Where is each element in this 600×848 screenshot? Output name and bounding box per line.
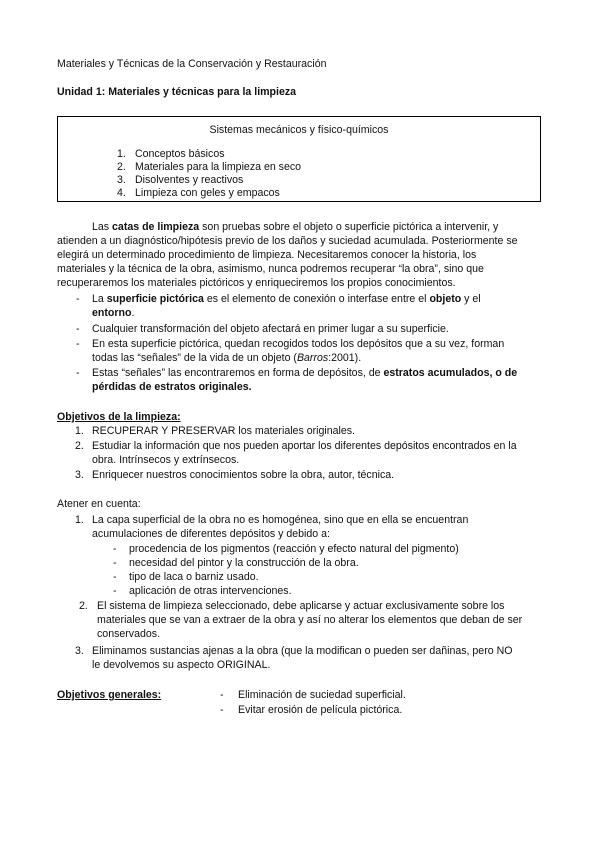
index-item-4: Limpieza con geles y empacos <box>135 187 280 199</box>
bullet-dash-4: - <box>76 367 80 379</box>
atener-num-2: 2. <box>79 600 88 612</box>
atener-1-line-1: La capa superficial de la obra no es homogénea, sino que en ella se encuentran <box>92 514 469 526</box>
bullet-dash-1: - <box>76 293 80 305</box>
atener-num-1: 1. <box>75 514 84 526</box>
objetivo-num-2: 2. <box>75 440 84 452</box>
index-item-3: Disolventes y reactivos <box>135 174 244 186</box>
objetivo-2-line-2: obra. Intrínsecos y extrínsecos. <box>92 454 240 466</box>
bullet-2: Cualquier transformación del objeto afectará en primer lugar a su superficie. <box>92 323 449 335</box>
index-item-2: Materiales para la limpieza en seco <box>135 161 302 173</box>
objetivo-1: RECUPERAR Y PRESERVAR los materiales originales. <box>92 425 355 437</box>
bullet-dash-3: - <box>76 338 80 350</box>
bullet-1-line-2: entorno. <box>92 307 135 319</box>
objetivo-num-3: 3. <box>75 469 84 481</box>
sub-dash-4: - <box>113 585 117 597</box>
atener-sub-3: tipo de laca o barniz usado. <box>129 571 259 583</box>
document-header: Materiales y Técnicas de la Conservación y Restauración <box>57 58 327 70</box>
index-item-1: Conceptos básicos <box>135 148 225 160</box>
unit-title: Unidad 1: Materiales y técnicas para la limpieza <box>57 86 297 98</box>
index-num-3: 3. <box>117 174 126 186</box>
index-num-4: 4. <box>117 187 126 199</box>
atener-num-3: 3. <box>75 645 84 657</box>
atener-heading: Atener en cuenta: <box>57 498 141 510</box>
objetivo-2-line-1: Estudiar la información que nos pueden aportar los diferentes depósitos encontrados en la <box>92 440 517 452</box>
atener-3-line-2: le devolvemos su aspecto ORIGINAL. <box>92 659 271 671</box>
atener-sub-1: procedencia de los pigmentos (reacción y efecto natural del pigmento) <box>129 543 459 555</box>
intro-line-4: materiales y la técnica de la obra, asimismo, nunca podremos recuperar “la obra”, sino que <box>57 263 484 275</box>
objetivos-limpieza-heading: Objetivos de la limpieza: <box>57 411 181 423</box>
general-dash-2: - <box>220 704 224 716</box>
atener-sub-2: necesidad del pintor y la construcción de la obra. <box>129 557 359 569</box>
bullet-3-line-2: todas las “señales” de la vida de un objeto (Barros:2001). <box>92 352 362 364</box>
intro-line-5: recuperaremos los materiales pictóricos y enriqueciremos los propios conocimientos. <box>57 277 456 289</box>
bullet-3-line-1: En esta superficie pictórica, quedan recogidos todos los depósitos que a su vez, forman <box>92 338 505 350</box>
sub-dash-1: - <box>113 543 117 555</box>
objetivo-general-2: Evitar erosión de película pictórica. <box>238 704 403 716</box>
general-dash-1: - <box>220 689 224 701</box>
objetivo-num-1: 1. <box>75 425 84 437</box>
index-box <box>57 116 541 202</box>
sub-dash-2: - <box>113 557 117 569</box>
intro-line-3: elegirá un determinado procedimiento de limpieza. Necesitaremos conocer la historia, los <box>57 249 477 261</box>
atener-2-line-2: materiales que se van a extraer de la obra y así no alterar los elementos que deban de ser <box>97 614 523 626</box>
objetivos-generales-heading: Objetivos generales: <box>57 689 162 701</box>
bullet-4-line-2: pérdidas de estratos originales. <box>92 381 252 393</box>
index-num-1: 1. <box>117 148 126 160</box>
objetivo-3: Enriquecer nuestros conocimientos sobre la obra, autor, técnica. <box>92 469 395 481</box>
bullet-4-line-1: Estas “señales” las encontraremos en forma de depósitos, de estratos acumulados, o de <box>92 367 518 379</box>
atener-1-line-2: acumulaciones de diferentes depósitos y debido a: <box>92 528 330 540</box>
intro-line-2: atienden a un diagnóstico/hipótesis previo de los daños y suciedad acumulada. Posteriormente se <box>57 235 518 247</box>
atener-2-line-3: conservados. <box>97 628 161 640</box>
atener-2-line-1: El sistema de limpieza seleccionado, debe aplicarse y actuar exclusivamente sobre los <box>97 600 505 612</box>
index-num-2: 2. <box>117 161 126 173</box>
bullet-dash-2: - <box>76 323 80 335</box>
bullet-1-line-1: La superficie pictórica es el elemento de conexión o interfase entre el objeto y el <box>92 293 481 305</box>
sub-dash-3: - <box>113 571 117 583</box>
objetivo-general-1: Eliminación de suciedad superficial. <box>238 689 406 701</box>
intro-line-1: Las catas de limpieza son pruebas sobre el objeto o superficie pictórica a intervenir, y <box>92 221 499 233</box>
index-box-title: Sistemas mecánicos y físico-químicos <box>209 124 389 136</box>
atener-sub-4: aplicación de otras intervenciones. <box>129 585 292 597</box>
atener-3-line-1: Eliminamos sustancias ajenas a la obra (que la modifican o pueden ser dañinas, pero NO <box>92 645 513 657</box>
